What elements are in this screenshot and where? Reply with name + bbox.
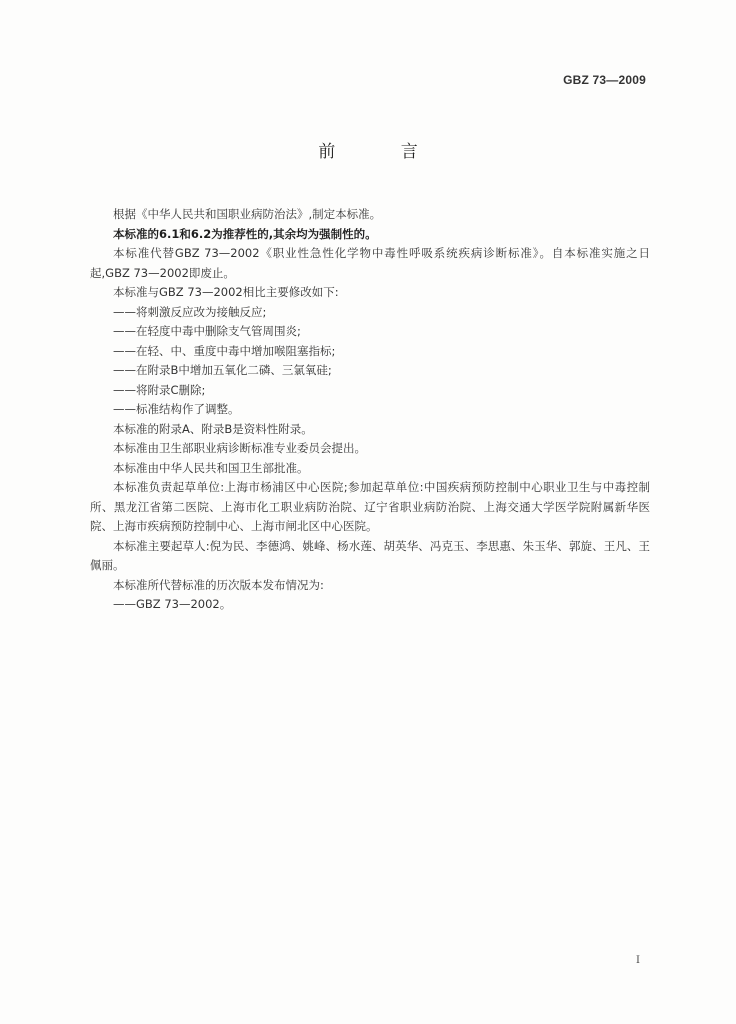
foreword-body [90,205,650,615]
change-item: ——标准结构作了调整。 [113,402,240,416]
paragraph-drafters: 本标准主要起草人:倪为民、李德鸿、姚峰、杨水莲、胡英华、冯克玉、李思惠、朱玉华、郭旋、王凡、王佩丽。 [90,538,650,572]
page-title: 前 言 [318,142,448,162]
paragraph-changes-intro: 本标准与GBZ 73—2002相比主要修改如下: [113,285,339,299]
document-code: GBZ 73—2009 [563,73,646,87]
history-item: ——GBZ 73—2002。 [113,597,232,611]
paragraph-mandatory-note: 本标准的6.1和6.2为推荐性的,其余均为强制性的。 [113,226,377,241]
paragraph-history-intro: 本标准所代替标准的历次版本发布情况为: [113,577,324,592]
change-item: ——在轻、中、重度中毒中增加喉阻塞指标; [113,343,336,358]
paragraph-appendix-note: 本标准的附录A、附录B是资料性附录。 [113,421,313,436]
paragraph-approver: 本标准由中华人民共和国卫生部批准。 [113,460,309,475]
page-number: I [636,955,640,966]
change-item: ——将附录C删除; [113,382,206,397]
change-item: ——在附录B中增加五氧化二磷、三氯氧硅; [113,363,332,377]
paragraph-proposer: 本标准由卫生部职业病诊断标准专业委员会提出。 [113,441,366,455]
change-item: ——在轻度中毒中删除支气管周围炎; [113,324,301,338]
paragraph-drafting-units: 本标准负责起草单位:上海市杨浦区中心医院;参加起草单位:中国疾病预防控制中心职业卫生与中毒控制所、黑龙江省第二医院、上海市化工职业病防治院、辽宁省职业病防治院、上海交通大学医学院附属新华医院、上海市疾病预防控制中心、上海市闸北区中心医院。 [90,480,650,533]
change-item: ——将刺激反应改为接触反应; [113,304,267,319]
paragraph-legal-basis: 根据《中华人民共和国职业病防治法》,制定本标准。 [113,207,382,221]
paragraph-replacement: 本标准代替GBZ 73—2002《职业性急性化学物中毒性呼吸系统疾病诊断标准》。自本标准实施之日起,GBZ 73—2002即废止。 [90,246,650,280]
